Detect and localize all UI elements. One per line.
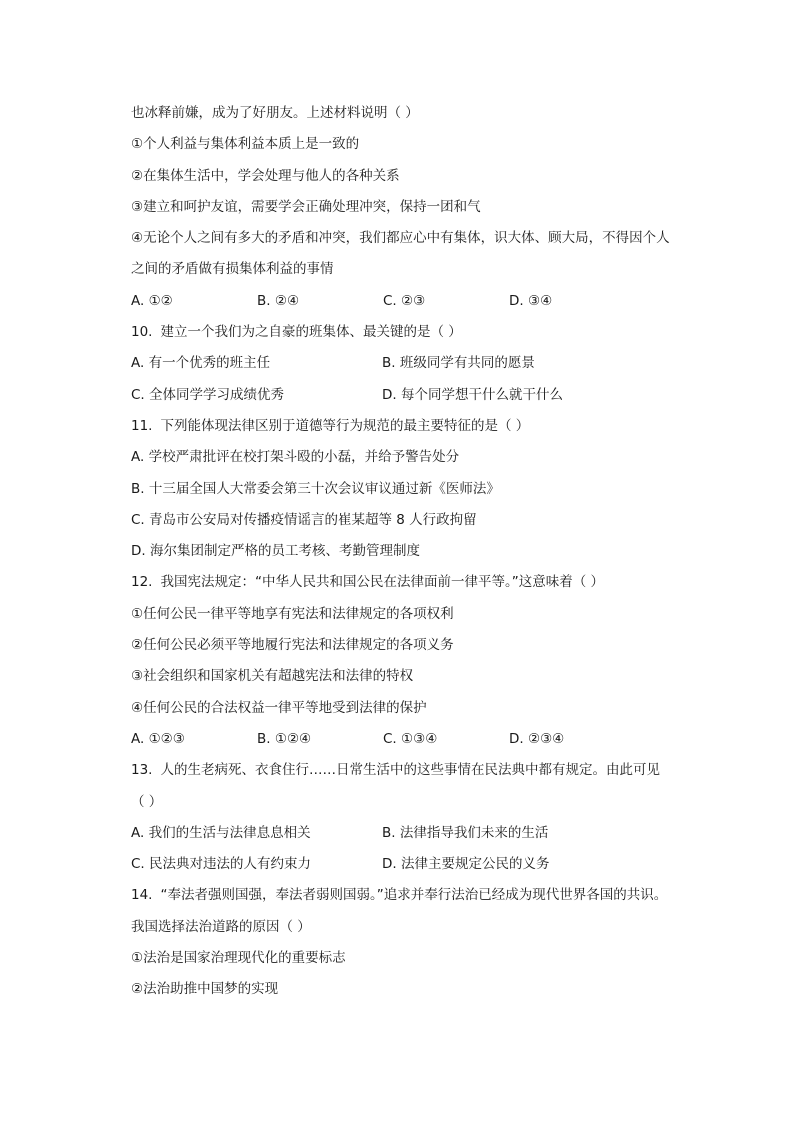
text-line: C. 青岛市公安局对传播疫情谣言的崔某超等 8 人行政拘留: [131, 511, 477, 528]
question-text: 我国宪法规定：“中华人民共和国公民在法律面前一律平等。”这意味着（ ）: [160, 574, 605, 591]
text-line: ④任何公民的合法权益一律平等地受到法律的保护: [131, 699, 427, 716]
text-line: 我国选择法治道路的原因（ ）: [131, 918, 311, 935]
option-row: [131, 849, 711, 880]
answer-option: B. 班级同学有共同的愿景: [382, 355, 535, 372]
answer-option: B. ②④: [257, 292, 300, 309]
answer-option: B. 法律指导我们未来的生活: [382, 824, 549, 841]
text-line: 之间的矛盾做有损集体利益的事情: [131, 261, 334, 278]
text-line: ③社会组织和国家机关有超越宪法和法律的特权: [131, 668, 414, 685]
question-number: 12.: [131, 574, 153, 591]
question-number: 14.: [131, 887, 153, 904]
answer-option: A. ①②: [131, 292, 173, 309]
question-number: 13.: [131, 762, 153, 779]
text-line: ④无论个人之间有多大的矛盾和冲突，我们都应心中有集体，识大体、顾大局，不得因个人: [131, 230, 670, 247]
document-page: [131, 98, 711, 1006]
question-text: 下列能体现法律区别于道德等行为规范的最主要特征的是（ ）: [160, 417, 530, 434]
question-stem: [131, 411, 711, 442]
answer-option: D. ③④: [509, 292, 553, 309]
text-line: A. 学校严肃批评在校打架斗殴的小磊，并给予警告处分: [131, 449, 460, 466]
text-line: ①个人利益与集体利益本质上是一致的: [131, 136, 360, 153]
question-number: 11.: [131, 417, 153, 434]
text-line: 也冰释前嫌，成为了好朋友。上述材料说明（ ）: [131, 105, 419, 121]
option-row: [131, 724, 711, 755]
text-line: ③建立和呵护友谊，需要学会正确处理冲突，保持一团和气: [131, 198, 481, 215]
answer-option: B. ①②④: [257, 730, 312, 747]
answer-option: A. 有一个优秀的班主任: [131, 355, 271, 372]
answer-option: A. 我们的生活与法律息息相关: [131, 824, 311, 841]
question-stem: [131, 880, 711, 911]
answer-option: C. 全体同学学习成绩优秀: [131, 386, 285, 403]
option-row: [131, 286, 711, 317]
option-row: [131, 818, 711, 849]
text-line: B. 十三届全国人大常委会第三十次会议审议通过新《医师法》: [131, 480, 500, 497]
text-line: ①法治是国家治理现代化的重要标志: [131, 950, 346, 967]
answer-option: C. ②③: [383, 292, 426, 309]
answer-option: D. ②③④: [509, 730, 565, 747]
option-row: [131, 380, 711, 411]
question-text: “奉法者强则国强，奉法者弱则国弱。”追求并奉行法治已经成为现代世界各国的共识。: [160, 887, 668, 904]
answer-option: C. ①③④: [383, 730, 438, 747]
answer-option: C. 民法典对违法的人有约束力: [131, 856, 312, 873]
answer-option: D. 每个同学想干什么就干什么: [382, 386, 563, 403]
question-number: 10.: [131, 324, 153, 341]
question-stem: [131, 755, 711, 786]
question-text: 人的生老病死、衣食住行……日常生活中的这些事情在民法典中都有规定。由此可见: [160, 762, 660, 779]
text-line: D. 海尔集团制定严格的员工考核、考勤管理制度: [131, 543, 420, 560]
question-text: 建立一个我们为之自豪的班集体、最关键的是（ ）: [160, 324, 462, 341]
text-line: （ ）: [131, 793, 163, 810]
answer-option: A. ①②③: [131, 730, 185, 747]
text-line: ①任何公民一律平等地享有宪法和法律规定的各项权利: [131, 605, 454, 622]
answer-option: D. 法律主要规定公民的义务: [382, 856, 550, 873]
question-stem: [131, 317, 711, 348]
text-line: ②任何公民必须平等地履行宪法和法律规定的各项义务: [131, 637, 454, 654]
text-line: ②在集体生活中，学会处理与他人的各种关系: [131, 167, 400, 184]
question-stem: [131, 567, 711, 598]
text-line: ②法治助推中国梦的实现: [131, 981, 279, 998]
option-row: [131, 348, 711, 379]
